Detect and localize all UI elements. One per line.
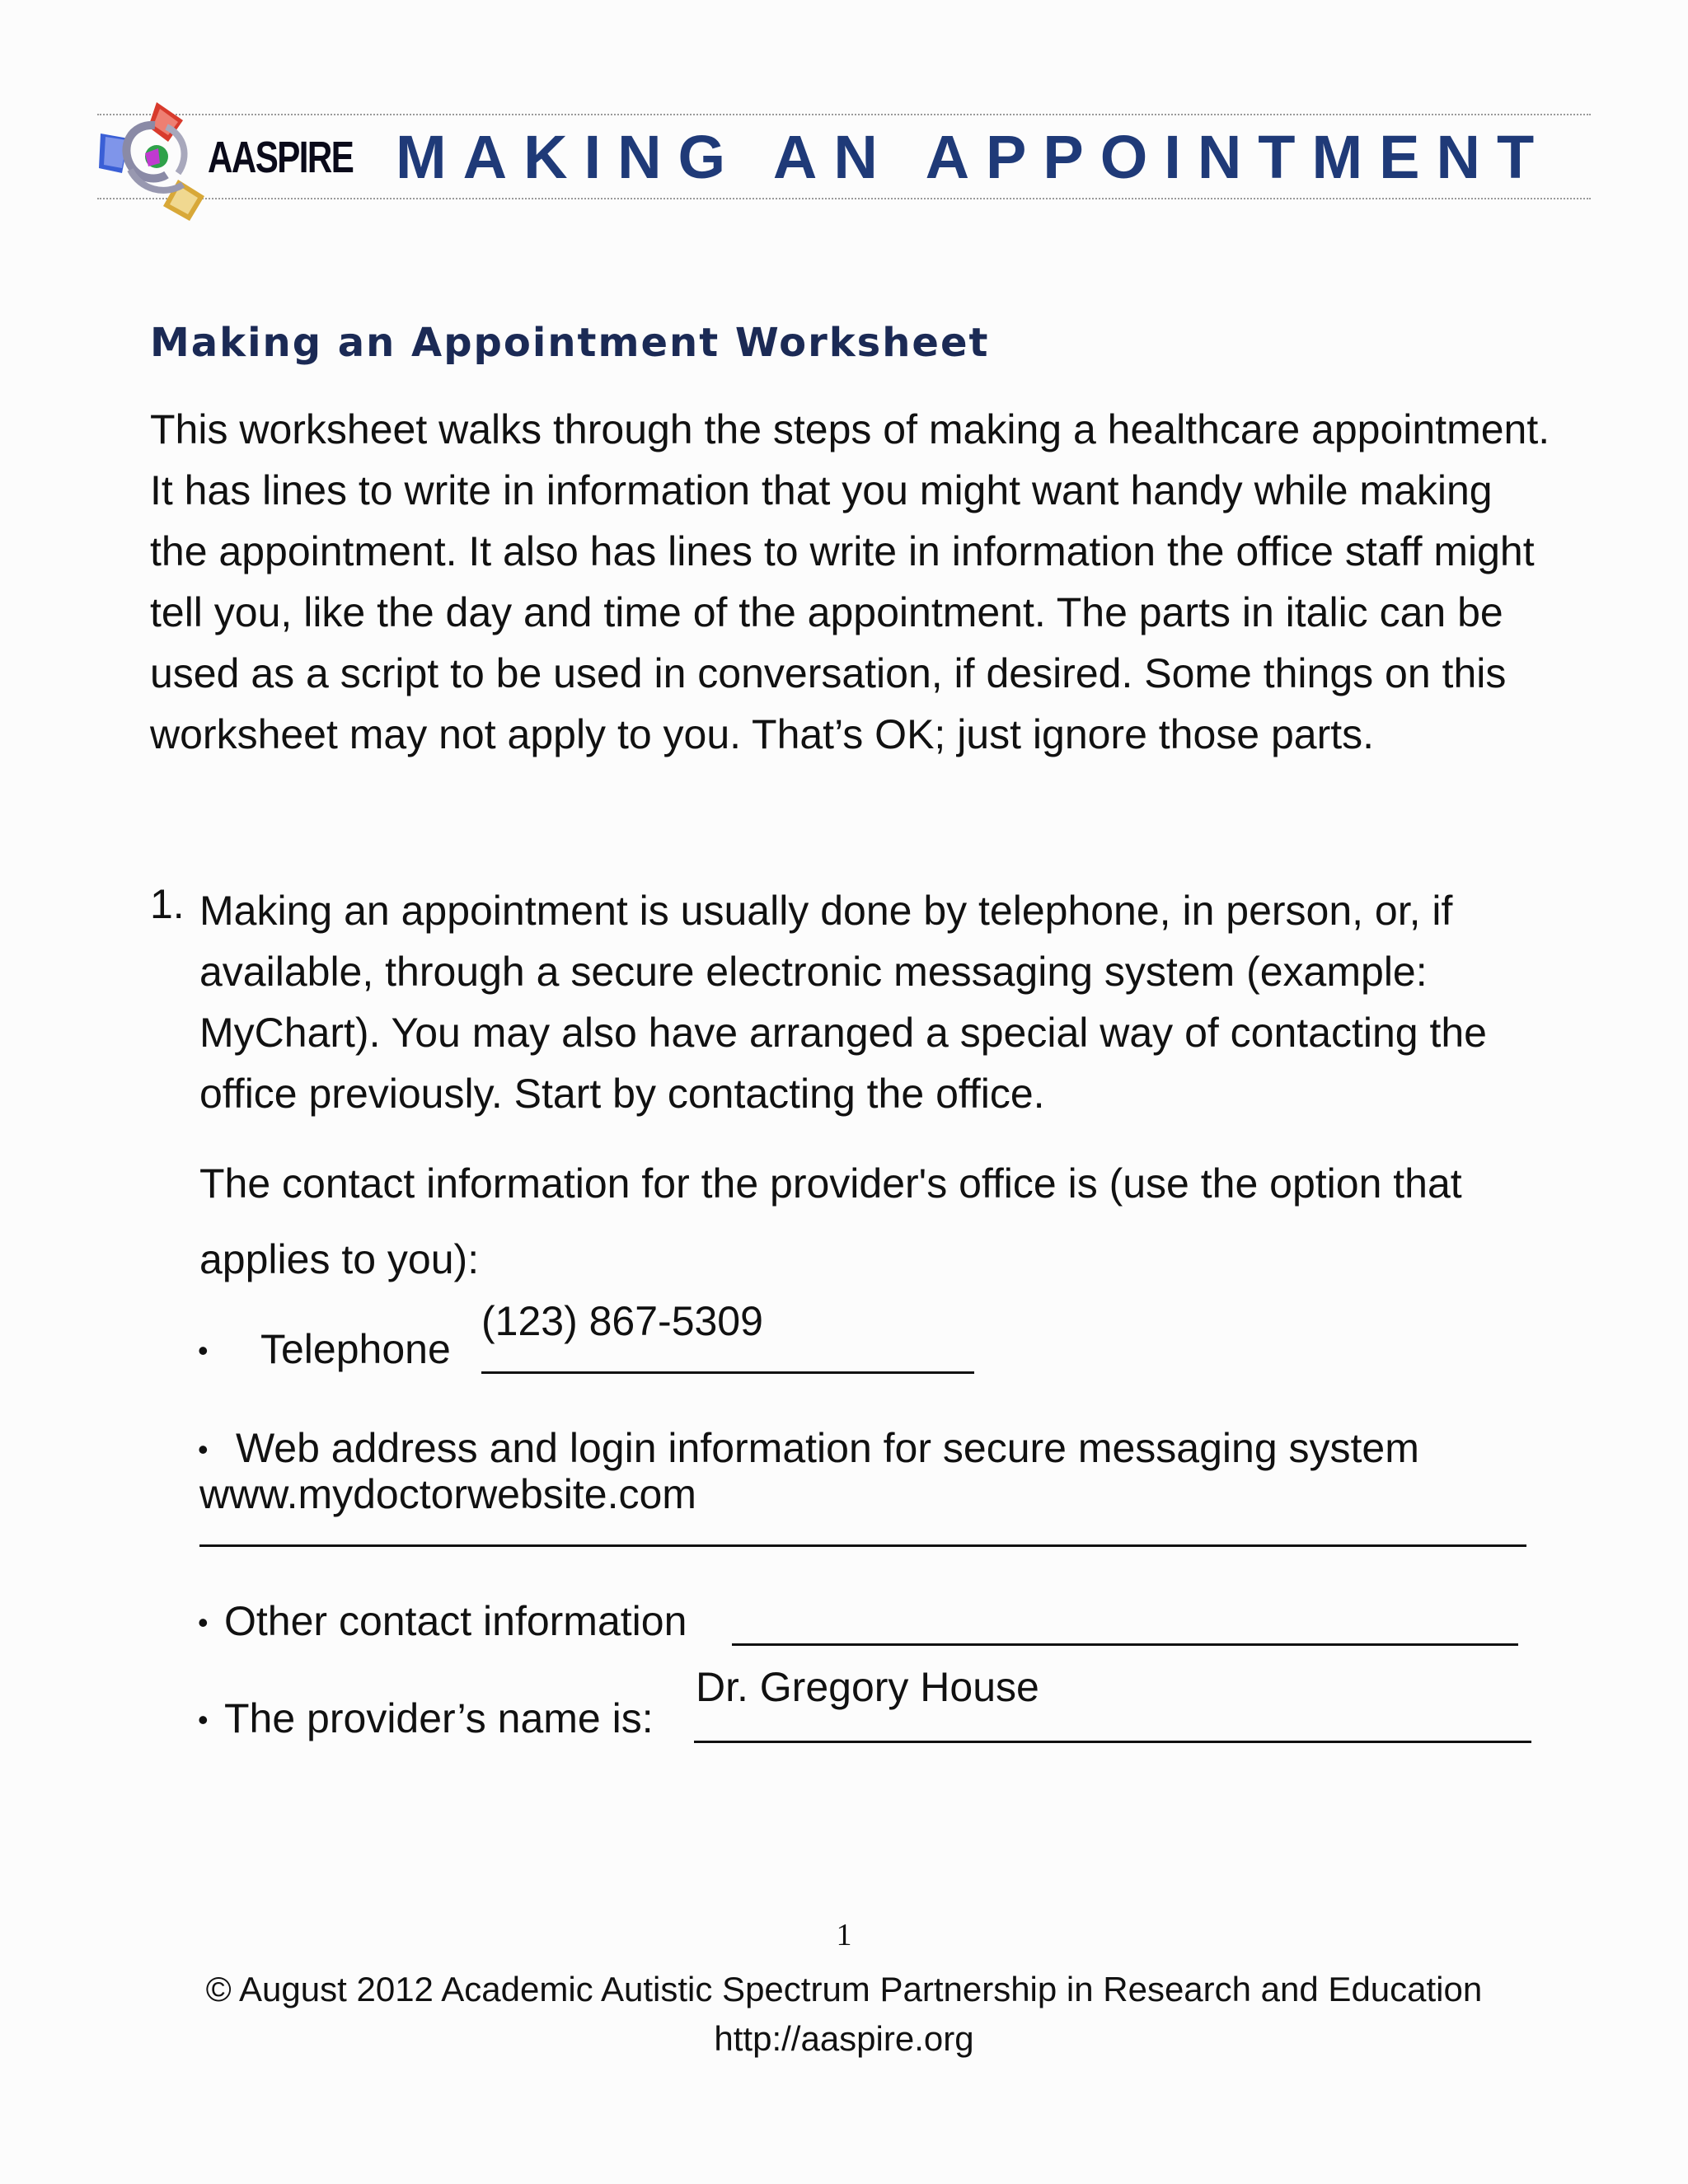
step-number: 1. <box>150 881 185 927</box>
telephone-label: Telephone <box>260 1326 451 1372</box>
header-rule-bottom <box>97 198 1591 199</box>
web-label: Web address and login information for secure messaging system <box>236 1425 1419 1471</box>
intro-paragraph: This worksheet walks through the steps of making a healthcare appointment. It has lines to write in information that you might want handy while making the appointment. It also has lines to write in information the office staff might tell you, like the day and time of the appointment. The parts in italic can be used as a script to be used in conversation, if desired. Some things on this worksheet may not apply to you. That’s OK; just ignore those parts. <box>150 406 1550 757</box>
telephone-value[interactable]: (123) 867-5309 <box>481 1298 763 1344</box>
copyright-text: © August 2012 Academic Autistic Spectrum Partnership in Research and Education <box>205 1970 1483 2008</box>
aaspire-logo-icon <box>97 99 213 224</box>
web-line <box>199 1544 1526 1547</box>
bullet: • <box>198 1605 209 1639</box>
header-rule-top <box>97 114 1591 115</box>
provider-value[interactable]: Dr. Gregory House <box>696 1664 1039 1710</box>
bullet: • <box>198 1432 209 1466</box>
section-title: Making an Appointment Worksheet <box>150 320 990 366</box>
other-contact-label: Other contact information <box>224 1598 687 1644</box>
document-title: MAKING AN APPOINTMENT <box>396 123 1551 191</box>
page-number: 1 <box>836 1918 852 1952</box>
bullet: • <box>198 1333 209 1367</box>
provider-label: The provider’s name is: <box>224 1695 654 1741</box>
bullet: • <box>198 1703 209 1736</box>
footer-url[interactable]: http://aaspire.org <box>714 2019 974 2058</box>
provider-line <box>694 1741 1531 1743</box>
telephone-line <box>481 1371 974 1374</box>
step-text: Making an appointment is usually done by telephone, in person, or, if available, through a secure electronic messaging system (example: MyChart). You may also have arranged a special way of contacting the office previously. Start by contacting the office. <box>199 888 1487 1117</box>
other-contact-line[interactable] <box>732 1643 1518 1646</box>
contact-lead-text: The contact information for the provider's office is (use the option that applies to you): <box>199 1160 1462 1282</box>
web-value[interactable]: www.mydoctorwebsite.com <box>199 1471 696 1517</box>
logo-wordmark: AASPIRE <box>208 133 354 182</box>
